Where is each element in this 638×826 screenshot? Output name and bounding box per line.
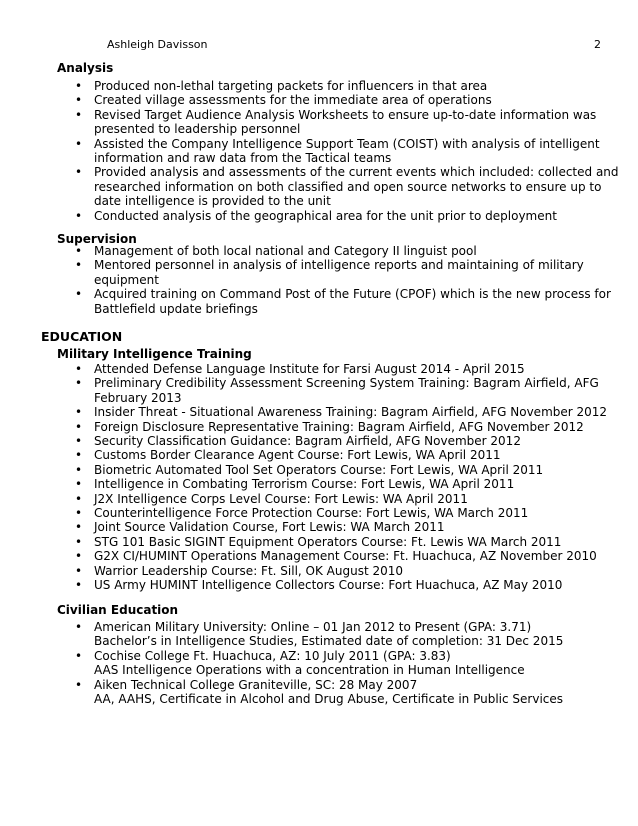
list-item-text: Biometric Automated Tool Set Operators Course: Fort Lewis, WA April 2011 [94, 462, 544, 477]
bullet-icon: • [75, 434, 83, 449]
list-item-text: Warrior Leadership Course: Ft. Sill, OK August 2010 [94, 563, 404, 578]
list-item [72, 376, 612, 405]
list-item-text: Security Classification Guidance: Bagram Airfield, AFG November 2012 [94, 434, 521, 449]
list-item-text: J2X Intelligence Corps Level Course: Fort Lewis: WA April 2011 [94, 491, 468, 506]
header-author: Ashleigh Davisson [107, 38, 208, 51]
list-item-text: STG 101 Basic SIGINT Equipment Operators Course: Ft. Lewis WA March 2011 [94, 534, 562, 549]
list-item-text: Foreign Disclosure Representative Training: Bagram Airfield, AFG November 2012 [94, 419, 584, 434]
list-item [72, 287, 612, 316]
bullet-icon: • [75, 648, 83, 663]
list-item-text: US Army HUMINT Intelligence Collectors Course: Fort Huachuca, AZ May 2010 [94, 578, 563, 593]
list-item [72, 165, 619, 209]
military-training-list [72, 362, 612, 593]
bullet-icon: • [75, 258, 83, 273]
bullet-icon: • [75, 563, 83, 578]
bullet-icon: • [75, 477, 83, 492]
bullet-icon: • [75, 549, 83, 564]
analysis-list [72, 79, 619, 223]
list-item [72, 79, 612, 93]
list-item-text: researched information on both classified and open source networks to ensure up to [94, 179, 602, 194]
list-item-text: Preliminary Credibility Assessment Screening System Training: Bagram Airfield, AFG [94, 376, 599, 391]
list-item-text: Cochise College Ft. Huachuca, AZ: 10 July 2011 (GPA: 3.83) [94, 648, 451, 663]
bullet-icon: • [75, 448, 83, 463]
list-item [72, 448, 612, 462]
list-item [72, 137, 612, 166]
list-item-text: G2X CI/HUMINT Operations Management Course: Ft. Huachuca, AZ November 2010 [94, 549, 597, 564]
supervision-heading: Supervision [57, 232, 137, 246]
bullet-icon: • [75, 578, 83, 593]
bullet-icon: • [75, 107, 83, 122]
list-item [72, 93, 612, 107]
list-item [72, 209, 612, 223]
bullet-icon: • [75, 419, 83, 434]
list-item-text: Mentored personnel in analysis of intelligence reports and maintaining of military [94, 258, 584, 273]
bullet-icon: • [75, 405, 83, 420]
bullet-icon: • [75, 620, 83, 634]
list-item [72, 649, 612, 678]
list-item-text: Insider Threat - Situational Awareness Training: Bagram Airfield, AFG November 2012 [94, 405, 608, 420]
bullet-icon: • [75, 362, 83, 376]
list-item [72, 520, 612, 534]
list-item-text: Joint Source Validation Course, Fort Lewis: WA March 2011 [94, 520, 445, 535]
list-item-text: Provided analysis and assessments of the current events which included: collected and [94, 165, 619, 180]
list-item-text: AA, AAHS, Certificate in Alcohol and Drug Abuse, Certificate in Public Services [94, 692, 564, 707]
list-item-text: Assisted the Company Intelligence Support Team (COIST) with analysis of intelligent [94, 136, 600, 151]
list-item [72, 535, 612, 549]
list-item-text: Battlefield update briefings [94, 301, 258, 316]
list-item [72, 108, 612, 137]
analysis-heading: Analysis [57, 61, 114, 75]
list-item [72, 362, 612, 376]
bullet-icon: • [75, 376, 83, 391]
list-item [72, 258, 612, 287]
bullet-icon: • [75, 287, 83, 302]
list-item [72, 405, 612, 419]
list-item-text: Aiken Technical College Graniteville, SC: 28 May 2007 [94, 677, 418, 692]
list-item [72, 549, 612, 563]
civilian-education-heading: Civilian Education [57, 603, 179, 617]
list-item [72, 678, 612, 707]
bullet-icon: • [75, 491, 83, 506]
list-item [72, 492, 612, 506]
list-item-text: Conducted analysis of the geographical area for the unit prior to deployment [94, 208, 557, 223]
supervision-list [72, 244, 612, 316]
list-item [72, 420, 612, 434]
bullet-icon: • [75, 165, 83, 180]
list-item [72, 578, 612, 592]
bullet-icon: • [75, 244, 83, 258]
bullet-icon: • [75, 677, 83, 692]
list-item [72, 434, 612, 448]
list-item-text: AAS Intelligence Operations with a concentration in Human Intelligence [94, 663, 525, 678]
education-heading: EDUCATION [41, 329, 123, 344]
list-item-text: Revised Target Audience Analysis Worksheets to ensure up-to-date information was [94, 107, 597, 122]
military-training-heading: Military Intelligence Training [57, 347, 252, 361]
bullet-icon: • [75, 520, 83, 535]
bullet-icon: • [75, 462, 83, 477]
header-page-number: 2 [594, 38, 601, 51]
page-header [0, 38, 638, 52]
list-item [72, 564, 612, 578]
list-item-text: information and raw data from the Tactical teams [94, 151, 392, 166]
bullet-icon: • [75, 506, 83, 521]
list-item-text: American Military University: Online – 01 Jan 2012 to Present (GPA: 3.71) [94, 620, 532, 634]
list-item [72, 463, 612, 477]
bullet-icon: • [75, 534, 83, 549]
list-item-text: Counterintelligence Force Protection Course: Fort Lewis, WA March 2011 [94, 506, 529, 521]
bullet-icon: • [75, 136, 83, 151]
list-item-text: equipment [94, 272, 159, 287]
list-item-text: February 2013 [94, 390, 182, 405]
bullet-icon: • [75, 208, 83, 223]
list-item-text: Management of both local national and Category II linguist pool [94, 244, 477, 258]
list-item [72, 477, 612, 491]
bullet-icon: • [75, 93, 83, 108]
bullet-icon: • [75, 79, 83, 93]
list-item-text: Acquired training on Command Post of the Future (CPOF) which is the new process for [94, 287, 611, 302]
list-item-text: Bachelor’s in Intelligence Studies, Estimated date of completion: 31 Dec 2015 [94, 634, 564, 649]
list-item-text: Created village assessments for the immediate area of operations [94, 93, 492, 108]
list-item-text: Customs Border Clearance Agent Course: Fort Lewis, WA April 2011 [94, 448, 501, 463]
list-item-text: Attended Defense Language Institute for Farsi August 2014 - April 2015 [94, 362, 525, 376]
list-item-text: Produced non-lethal targeting packets for influencers in that area [94, 79, 488, 93]
list-item-text: Intelligence in Combating Terrorism Course: Fort Lewis, WA April 2011 [94, 477, 515, 492]
list-item [72, 620, 612, 649]
list-item [72, 506, 612, 520]
list-item [72, 244, 612, 258]
list-item-text: presented to leadership personnel [94, 122, 301, 137]
list-item-text: date intelligence is provided to the unit [94, 194, 331, 209]
civilian-education-list [72, 620, 612, 706]
